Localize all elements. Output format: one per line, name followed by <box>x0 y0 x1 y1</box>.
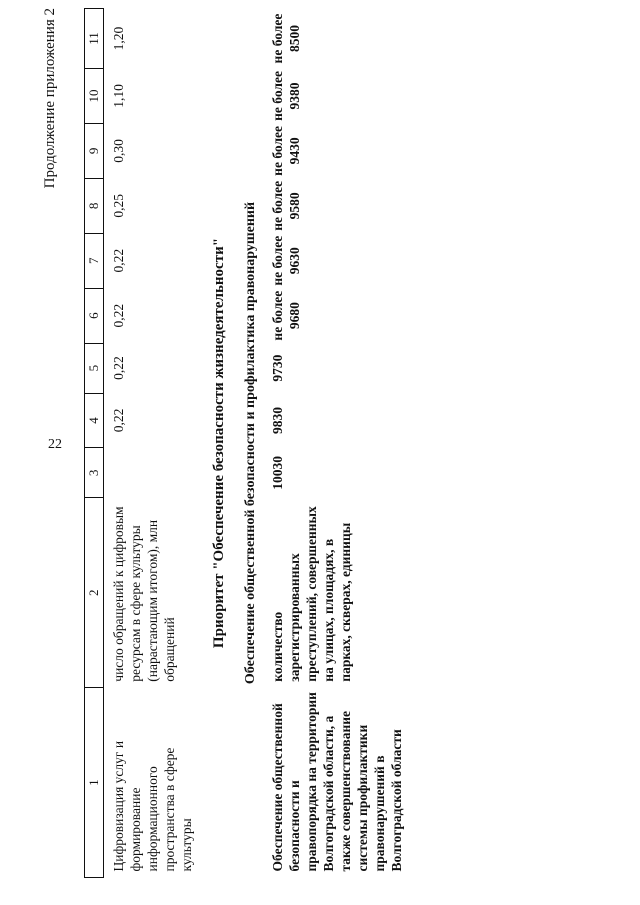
table-row <box>263 9 411 878</box>
goal-cell: Обеспечение общественной безопасности и правопорядка на территории Волгоградской области, а также совершенствование системы профилактики правонарушений в Волгоградской области <box>270 692 404 872</box>
column-number: 3 <box>85 448 104 498</box>
column-number: 9 <box>85 123 104 178</box>
value-cell: не более 9580 <box>270 180 302 231</box>
value-cell: 0,25 <box>111 194 126 218</box>
value-cell: 9730 <box>270 354 285 382</box>
subsection-row <box>232 9 263 878</box>
column-number: 10 <box>85 69 104 124</box>
column-number: 1 <box>85 688 104 878</box>
value-cell: не более 9430 <box>270 125 302 176</box>
column-number: 8 <box>85 178 104 233</box>
value-cell: 1,20 <box>111 26 126 51</box>
value-cell: не более 9680 <box>270 290 302 341</box>
rotated-page <box>40 8 600 878</box>
indicator-table <box>84 8 411 878</box>
value-cell: 0,22 <box>111 356 126 380</box>
priority-heading: Приоритет "Обеспечение безопасности жизнедеятельности" <box>211 237 227 649</box>
table-row <box>104 9 202 878</box>
value-cell: 0,22 <box>111 248 126 273</box>
subsection-heading: Обеспечение общественной безопасности и профилактика правонарушений <box>243 201 258 685</box>
value-cell: 1,10 <box>111 84 126 108</box>
value-cell: 0,22 <box>111 303 126 328</box>
value-cell: 9830 <box>270 406 285 434</box>
column-number: 7 <box>85 233 104 288</box>
base-value-cell <box>104 448 202 498</box>
value-cell: не более 9630 <box>270 235 302 286</box>
page-number: 22 <box>48 437 62 452</box>
base-value-cell: 10030 <box>270 456 285 490</box>
column-number: 6 <box>85 288 104 343</box>
column-number: 2 <box>85 498 104 688</box>
value-cell: 0,30 <box>111 139 126 163</box>
value-cell: 0,22 <box>111 408 126 433</box>
indicator-cell: число обращений к цифровым ресурсам в сфере культуры (нарастающим итогом), млн обращений <box>111 506 177 682</box>
column-number-row <box>85 9 104 878</box>
column-number: 5 <box>85 343 104 393</box>
value-cell: не более 8500 <box>270 13 302 64</box>
continuation-label: Продолжение приложения 2 <box>42 8 58 189</box>
column-number: 11 <box>85 9 104 69</box>
column-number: 4 <box>85 393 104 448</box>
priority-row <box>201 9 232 878</box>
indicator-cell: количество зарегистрированных преступлений, совершенных на улицах, площадях, в парках, скверах, единицы <box>270 506 353 682</box>
value-cell: не более 9380 <box>270 71 302 121</box>
goal-cell: Цифровизация услуг и формирование информационного пространства в сфере культуры <box>111 740 194 872</box>
